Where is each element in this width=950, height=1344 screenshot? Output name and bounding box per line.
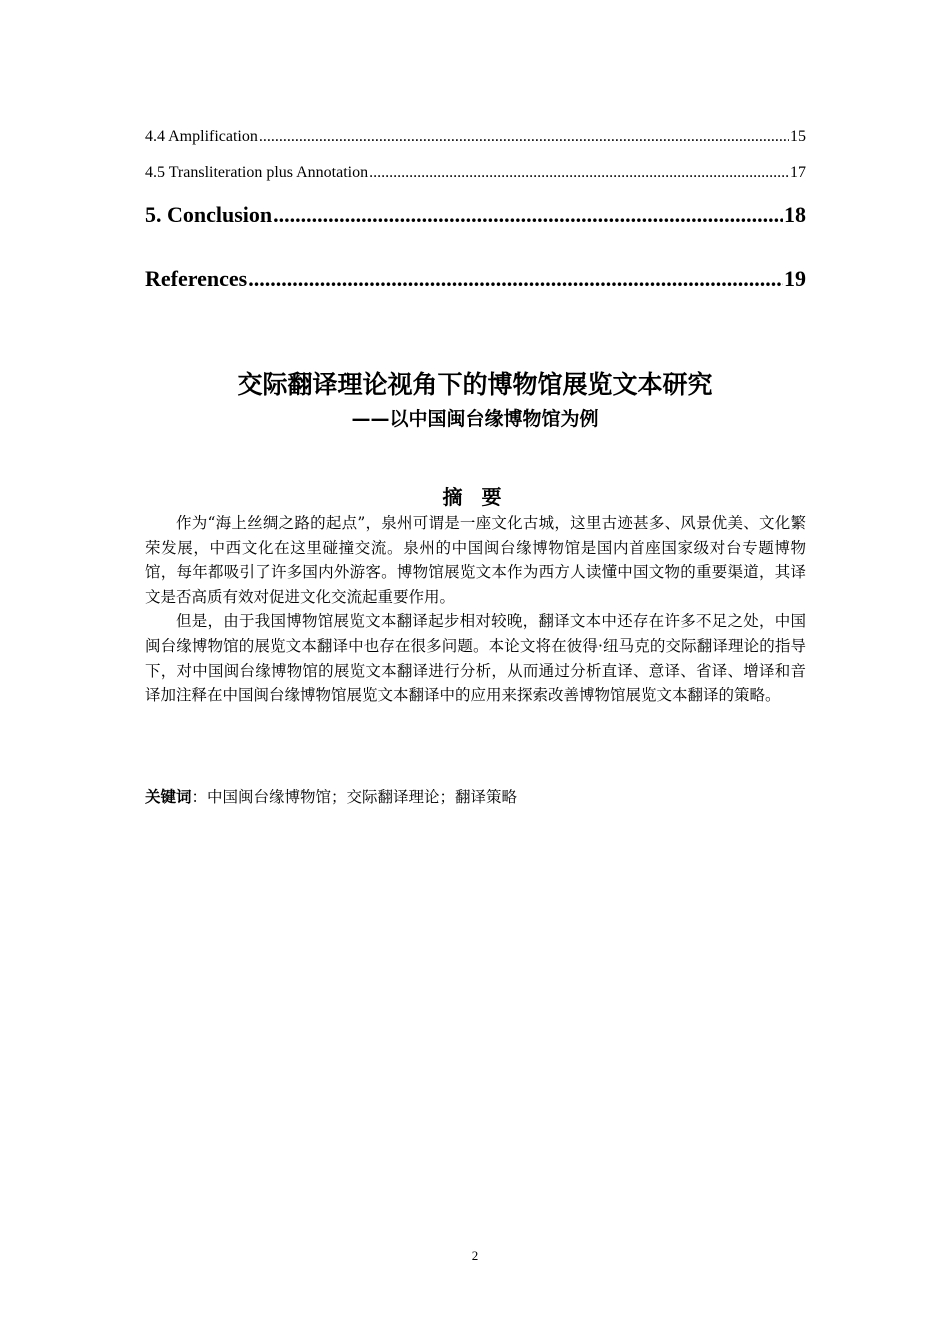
toc-entry-label: 5. Conclusion (145, 202, 273, 227)
toc-entry-label: 4.4 Amplification (145, 128, 258, 145)
keywords-line (145, 784, 806, 810)
abstract-body (145, 511, 806, 708)
thesis-title: 交际翻译理论视角下的博物馆展览文本研究 (237, 370, 713, 399)
toc-entry[interactable] (145, 124, 806, 160)
toc-entry[interactable] (145, 264, 806, 294)
toc-entry[interactable] (145, 160, 806, 196)
toc-entry-page: 19 (784, 266, 806, 291)
toc-entry[interactable] (145, 200, 806, 264)
keywords-label: 关键词 (145, 788, 192, 806)
toc-entry-label: References (145, 266, 248, 291)
toc-entry-page: 15 (790, 128, 806, 145)
abstract-heading: 摘 要 (442, 485, 508, 509)
toc-entry-label: 4.5 Transliteration plus Annotation (145, 164, 369, 181)
table-of-contents (145, 124, 806, 294)
abstract-paragraph: 但是，由于我国博物馆展览文本翻译起步相对较晚，翻译文本中还存在许多不足之处，中国闽台缘博物馆的展览文本翻译中也存在很多问题。本论文将在彼得·纽马克的交际翻译理论的指导下，对中国闽台缘博物馆的展览文本翻译进行分析，从而通过分析直译、意译、省译、增译和音译加注释在中国闽台缘博物馆展览文本翻译中的应用来探索改善博物馆展览文本翻译的策略。 (145, 612, 806, 705)
toc-leader-dots (248, 264, 783, 294)
toc-leader-dots (369, 160, 789, 186)
page-number: 2 (471, 1248, 479, 1263)
thesis-subtitle: ——以中国闽台缘博物馆为例 (351, 408, 599, 430)
toc-entry-page: 17 (790, 164, 806, 181)
thesis-title-block (0, 366, 950, 434)
toc-entry-page: 18 (784, 202, 806, 227)
keywords-separator: ： (191, 788, 208, 806)
toc-leader-dots (273, 200, 783, 230)
toc-leader-dots (259, 124, 789, 150)
keywords-text: 中国闽台缘博物馆；交际翻译理论；翻译策略 (207, 788, 518, 806)
abstract-paragraph: 作为“海上丝绸之路的起点”，泉州可谓是一座文化古城，这里古迹甚多、风景优美、文化繁荣发展，中西文化在这里碰撞交流。泉州的中国闽台缘博物馆是国内首座国家级对台专题博物馆，每年都吸引了许多国内外游客。博物馆展览文本作为西方人读懂中国文物的重要渠道，其译文是否高质有效对促进文化交流起重要作用。 (145, 514, 806, 606)
